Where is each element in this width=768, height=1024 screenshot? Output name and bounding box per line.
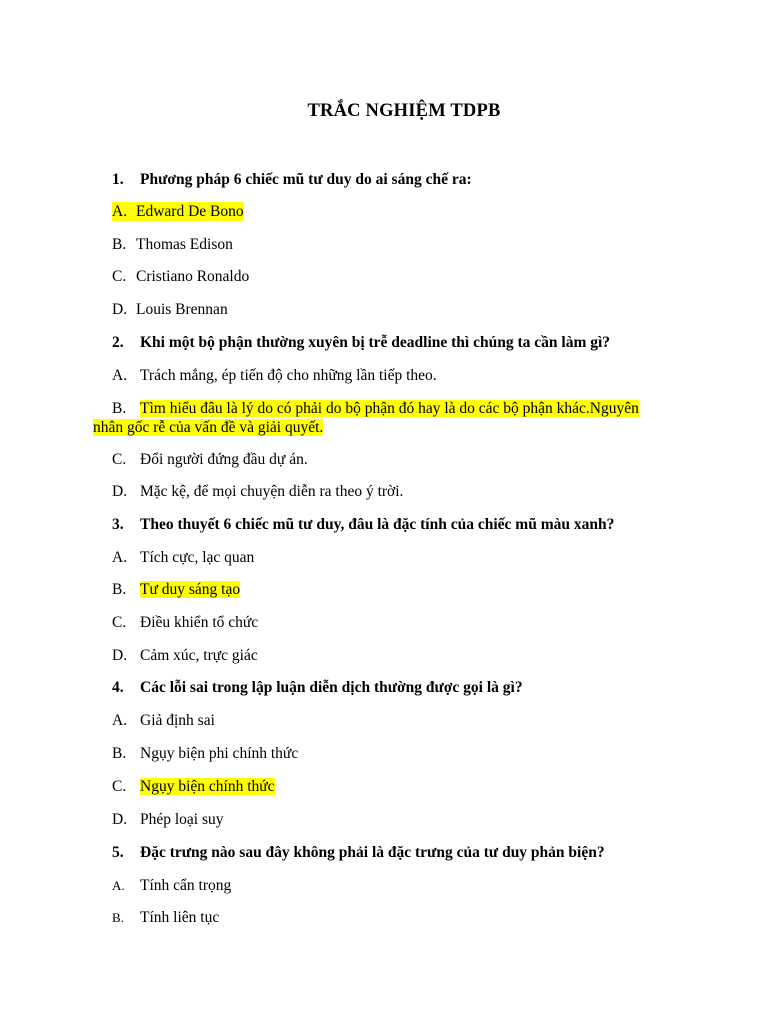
option-letter: C. <box>112 614 127 631</box>
option-letter: C. <box>112 778 127 795</box>
option-letter: A. <box>112 367 128 384</box>
answer-option-5b <box>112 908 219 927</box>
option-text: Cristiano Ronaldo <box>136 268 250 285</box>
question-5 <box>112 843 605 862</box>
question-1 <box>112 170 472 189</box>
option-letter: A. <box>112 203 128 220</box>
answer-option-3d <box>112 646 258 665</box>
answer-option-2a <box>112 366 437 385</box>
answer-option-4b <box>112 744 298 763</box>
option-text: Điều khiển tổ chức <box>140 614 259 631</box>
option-text-line-2: nhân gốc rễ của vấn đề và giải quyết. <box>93 419 324 436</box>
answer-option-1a <box>112 202 244 221</box>
option-text: Giả định sai <box>140 712 215 729</box>
option-text: Trách mắng, ép tiến độ cho những lần tiếp theo. <box>140 367 437 384</box>
option-text: Louis Brennan <box>136 301 228 318</box>
option-text: Ngụy biện chính thức <box>140 778 275 795</box>
answer-option-3c <box>112 613 258 632</box>
option-letter: B. <box>112 400 127 417</box>
option-text: Phép loại suy <box>140 811 224 828</box>
option-letter: B. <box>112 910 124 925</box>
option-letter: D. <box>112 811 128 828</box>
question-2 <box>112 333 610 352</box>
answer-option-4a <box>112 711 215 730</box>
option-text: Ngụy biện phi chính thức <box>140 745 299 762</box>
answer-option-2b <box>93 399 693 437</box>
question-number: 2. <box>112 334 124 351</box>
question-text: Khi một bộ phận thường xuyên bị trễ deadline thì chúng ta cần làm gì? <box>140 334 611 351</box>
option-text: Mặc kệ, để mọi chuyện diễn ra theo ý trời. <box>140 483 404 500</box>
question-number: 4. <box>112 679 124 696</box>
answer-option-3a <box>112 548 254 567</box>
option-letter: A. <box>112 878 125 893</box>
answer-option-3b <box>112 580 240 599</box>
answer-option-2d <box>112 482 403 501</box>
answer-option-1d <box>112 300 228 319</box>
option-letter: B. <box>112 236 127 253</box>
answer-option-1c <box>112 267 249 286</box>
option-text: Tính liên tục <box>140 909 220 926</box>
answer-option-1b <box>112 235 233 254</box>
option-letter: A. <box>112 549 128 566</box>
question-number: 5. <box>112 844 124 861</box>
option-text: Tính cẩn trọng <box>140 877 232 894</box>
answer-option-2c <box>112 450 308 469</box>
option-text-line-1: Tìm hiểu đâu là lý do có phải do bộ phận đó hay là do các bộ phận khác.Nguyên <box>140 400 639 417</box>
question-text: Theo thuyết 6 chiếc mũ tư duy, đâu là đặc tính của chiếc mũ màu xanh? <box>140 516 615 533</box>
question-text: Đặc trưng nào sau đây không phải là đặc trưng của tư duy phản biện? <box>140 844 605 861</box>
option-letter: C. <box>112 451 127 468</box>
option-letter: D. <box>112 647 128 664</box>
option-letter: B. <box>112 745 127 762</box>
question-number: 3. <box>112 516 124 533</box>
question-text: Các lỗi sai trong lập luận diễn dịch thường được gọi là gì? <box>140 679 523 696</box>
option-text: Thomas Edison <box>136 236 233 253</box>
option-text: Tư duy sáng tạo <box>140 581 241 598</box>
question-4 <box>112 678 523 697</box>
option-letter: D. <box>112 301 128 318</box>
question-text: Phương pháp 6 chiếc mũ tư duy do ai sáng chế ra: <box>140 171 472 188</box>
answer-option-4d <box>112 810 224 829</box>
option-letter: C. <box>112 268 127 285</box>
option-letter: D. <box>112 483 128 500</box>
answer-option-5a <box>112 876 231 895</box>
option-text: Đổi người đứng đầu dự án. <box>140 451 308 468</box>
answer-option-4c <box>112 777 275 796</box>
option-text: Cảm xúc, trực giác <box>140 647 258 664</box>
document-title: TRẮC NGHIỆM TDPB <box>307 101 501 121</box>
question-3 <box>112 515 614 534</box>
question-number: 1. <box>112 171 124 188</box>
option-letter: B. <box>112 581 127 598</box>
option-letter: A. <box>112 712 128 729</box>
option-text: Edward De Bono <box>136 203 244 220</box>
option-text: Tích cực, lạc quan <box>140 549 255 566</box>
